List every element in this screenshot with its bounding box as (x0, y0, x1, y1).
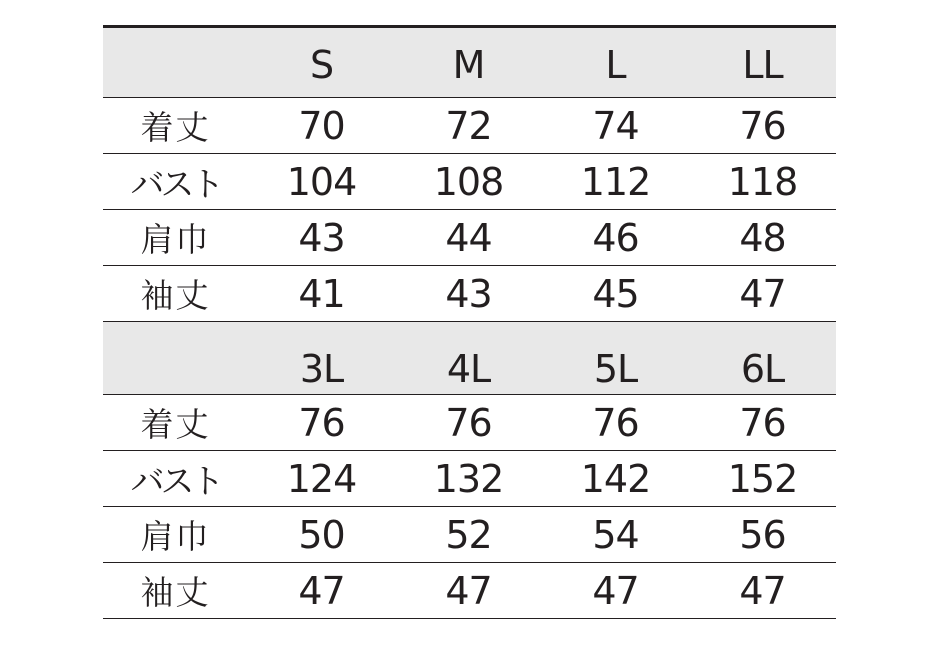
row-label: 袖丈 (140, 573, 211, 612)
value-cell: 47 (739, 271, 786, 316)
value-cell: 41 (298, 271, 345, 316)
table-row (103, 395, 836, 450)
value-cell: 104 (286, 159, 357, 204)
size-label: 3L (299, 347, 344, 391)
value-cell: 142 (580, 456, 651, 501)
bottom-rule (103, 618, 836, 619)
value-cell: 48 (739, 215, 786, 260)
table-row (103, 451, 836, 506)
value-cell: 112 (580, 159, 651, 204)
size-header-row-1 (103, 28, 836, 97)
value-cell: 70 (298, 103, 345, 148)
size-label: L (605, 42, 626, 87)
row-label: バスト (130, 462, 221, 502)
value-cell: 47 (739, 568, 786, 613)
size-label: S (309, 42, 334, 87)
value-cell: 72 (445, 103, 492, 148)
table-row (103, 266, 836, 321)
row-label: 肩巾 (140, 220, 211, 259)
value-cell: 52 (445, 512, 492, 557)
value-cell: 46 (592, 215, 639, 260)
value-cell: 45 (592, 271, 639, 316)
value-cell: 43 (445, 271, 492, 316)
value-cell: 50 (298, 512, 345, 557)
table-row (103, 507, 836, 562)
value-cell: 47 (298, 568, 345, 613)
table-row (103, 98, 836, 153)
value-cell: 54 (592, 512, 639, 557)
size-header-row-2 (103, 322, 836, 394)
row-label: 肩巾 (140, 517, 211, 556)
value-cell: 124 (286, 456, 357, 501)
table-row (103, 210, 836, 265)
value-cell: 76 (445, 400, 492, 445)
value-cell: 56 (739, 512, 786, 557)
value-cell: 152 (727, 456, 798, 501)
value-cell: 76 (739, 103, 786, 148)
size-label: M (452, 42, 485, 87)
size-chart-table (103, 25, 836, 619)
row-label: 着丈 (140, 405, 211, 444)
row-label: 着丈 (140, 108, 211, 147)
table-row (103, 563, 836, 618)
value-cell: 118 (727, 159, 798, 204)
size-label: 6L (740, 347, 785, 391)
row-label: バスト (130, 165, 221, 205)
size-label: 4L (446, 347, 491, 391)
table-row (103, 154, 836, 209)
value-cell: 76 (592, 400, 639, 445)
value-cell: 43 (298, 215, 345, 260)
value-cell: 132 (433, 456, 504, 501)
value-cell: 76 (739, 400, 786, 445)
value-cell: 47 (592, 568, 639, 613)
value-cell: 76 (298, 400, 345, 445)
value-cell: 47 (445, 568, 492, 613)
value-cell: 74 (592, 103, 639, 148)
size-label: LL (742, 42, 783, 87)
value-cell: 44 (445, 215, 492, 260)
value-cell: 108 (433, 159, 504, 204)
row-label: 袖丈 (140, 276, 211, 315)
size-label: 5L (593, 347, 638, 391)
